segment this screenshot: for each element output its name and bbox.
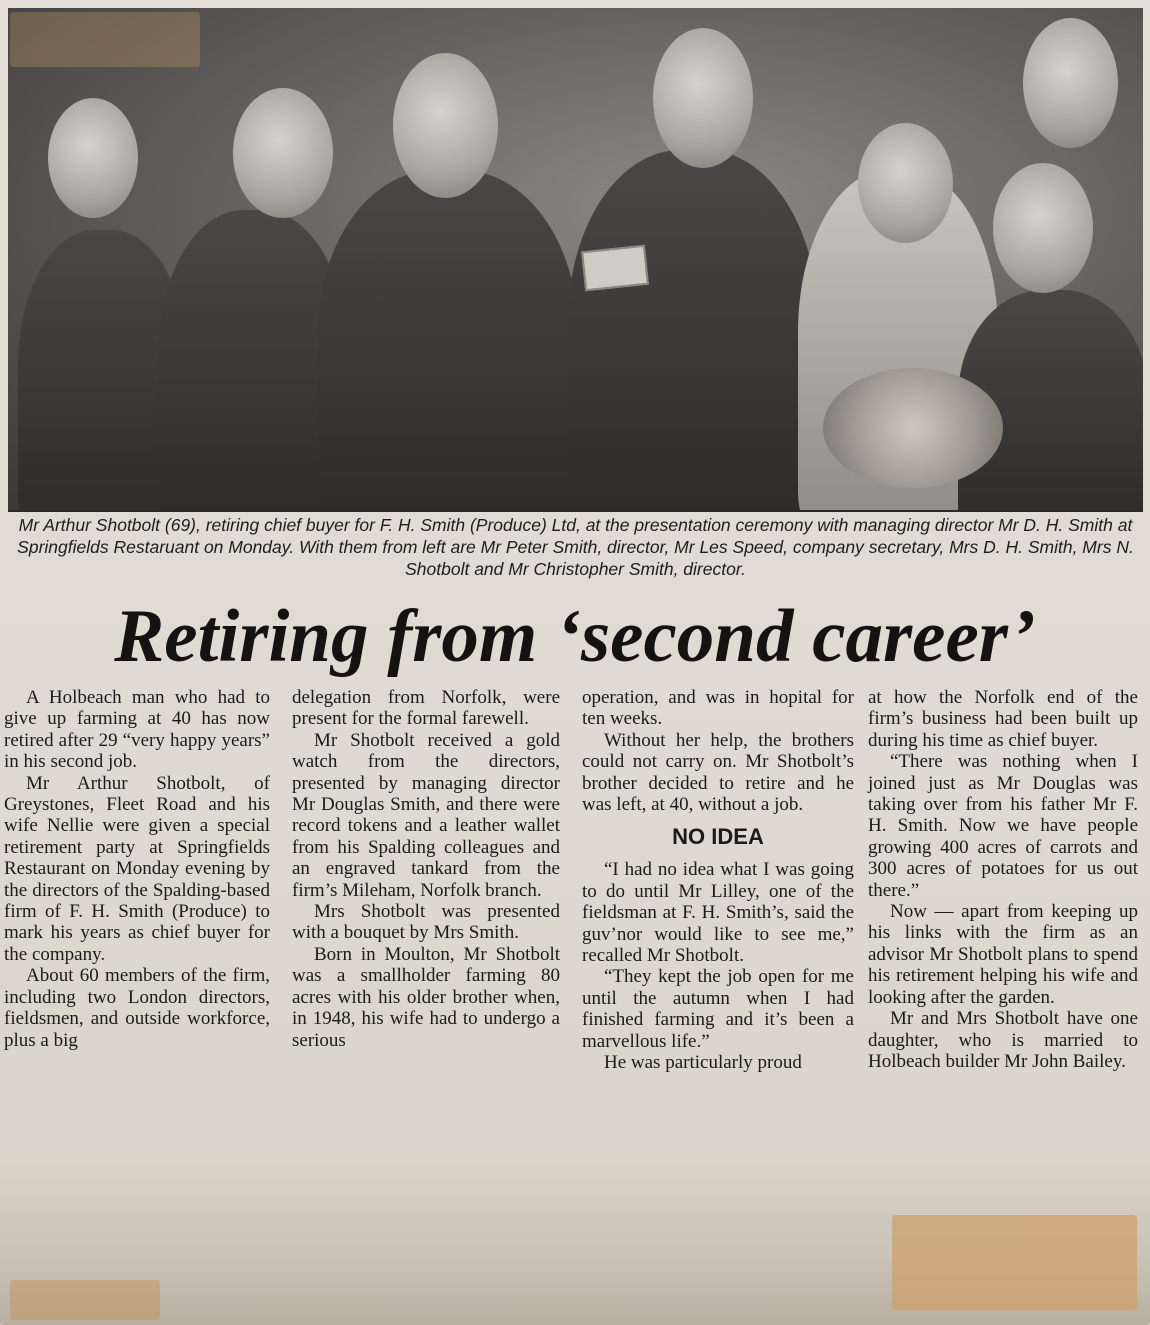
paragraph: He was particularly proud bbox=[604, 1052, 802, 1074]
paragraph: Without her help, the brothers could not carry on. Mr Shotbolt’s brother decided to retire and he was left, at 40, without a job. bbox=[582, 729, 854, 816]
article-column-1 bbox=[4, 687, 270, 1051]
tape-mark bbox=[10, 12, 200, 67]
tape-mark bbox=[10, 1280, 160, 1320]
paragraph: at how the Norfolk end of the firm’s business had been built up during his time as chief buyer. bbox=[868, 687, 1138, 751]
photo-figure bbox=[568, 150, 818, 512]
paragraph: operation, and was in hopital for ten weeks. bbox=[582, 687, 854, 730]
paragraph: “I had no idea what I was going to do until Mr Lilley, one of the fieldsman at F. H. Smith’s, said the guv’nor would like to see me,” recalled Mr Shotbolt. bbox=[582, 859, 854, 967]
paragraph: “They kept the job open for me until the autumn when I had finished farming and it’s been a marvellous life.” bbox=[582, 966, 854, 1052]
paragraph: Mrs Shotbolt was presented with a bouquet by Mrs Smith. bbox=[292, 901, 560, 944]
presentation-photo bbox=[8, 8, 1143, 512]
tape-mark bbox=[892, 1215, 1137, 1310]
photo-head bbox=[993, 163, 1093, 293]
paragraph: “There was nothing when I joined just as Mr Douglas was taking over from his father Mr F. H. Smith. Now we have people growing 400 acres of carrots and 300 acres of potatoes for us out there.” bbox=[868, 751, 1138, 901]
paragraph: delegation from Norfolk, were present for the formal farewell. bbox=[292, 687, 560, 730]
subheading: NO IDEA bbox=[672, 824, 764, 850]
article-column-3 bbox=[582, 687, 854, 1074]
bouquet bbox=[823, 368, 1003, 488]
photo-head bbox=[393, 53, 498, 198]
presentation-gift bbox=[581, 245, 649, 291]
article-column-2 bbox=[292, 687, 560, 1051]
article-column-4 bbox=[868, 687, 1138, 1072]
photo-head bbox=[653, 28, 753, 168]
photo-head bbox=[1023, 18, 1118, 148]
paragraph: Born in Moulton, Mr Shotbolt was a smallholder farming 80 acres with his older brother when, in 1948, his wife had to undergo a serious bbox=[292, 943, 560, 1051]
photo-head bbox=[48, 98, 138, 218]
paragraph: Mr and Mrs Shotbolt have one daughter, who is married to Holbeach builder Mr John Bailey. bbox=[868, 1008, 1138, 1072]
paragraph: Mr Arthur Shotbolt, of Greystones, Fleet Road and his wife Nellie were given a special retirement party at Springfields Restaurant on Monday evening by the directors of the Spalding-based firm of F. H. Smith (Produce) to mark his years as chief buyer for the company. bbox=[4, 772, 270, 965]
paragraph: Now — apart from keeping up his links with the firm as an advisor Mr Shotbolt plans to spend his retirement helping his wife and looking after the garden. bbox=[868, 901, 1138, 1008]
photo-caption: Mr Arthur Shotbolt (69), retiring chief buyer for F. H. Smith (Produce) Ltd, at the presentation ceremony with managing director Mr D. H. Smith at Springfields Restaruant on Monday. With them from left are Mr Peter Smith, director, Mr Les Speed, company secretary, Mrs D. H. Smith, Mrs N. Shotbolt and Mr Christopher Smith, director. bbox=[17, 515, 1134, 579]
headline: Retiring from ‘second career’ bbox=[114, 595, 1036, 678]
paragraph: About 60 members of the firm, including two London directors, fieldsmen, and outside workforce, plus a big bbox=[4, 965, 270, 1051]
photo-head bbox=[233, 88, 333, 218]
paragraph: A Holbeach man who had to give up farming at 40 has now retired after 29 “very happy years” in his second job. bbox=[4, 687, 270, 773]
photo-figure bbox=[318, 170, 578, 512]
photo-head bbox=[858, 123, 953, 243]
paragraph: Mr Shotbolt received a gold watch from the directors, presented by managing director Mr Douglas Smith, and there were record tokens and a leather wallet from his Spalding colleagues and an engraved tankard from the firm’s Mileham, Norfolk branch. bbox=[292, 729, 560, 901]
